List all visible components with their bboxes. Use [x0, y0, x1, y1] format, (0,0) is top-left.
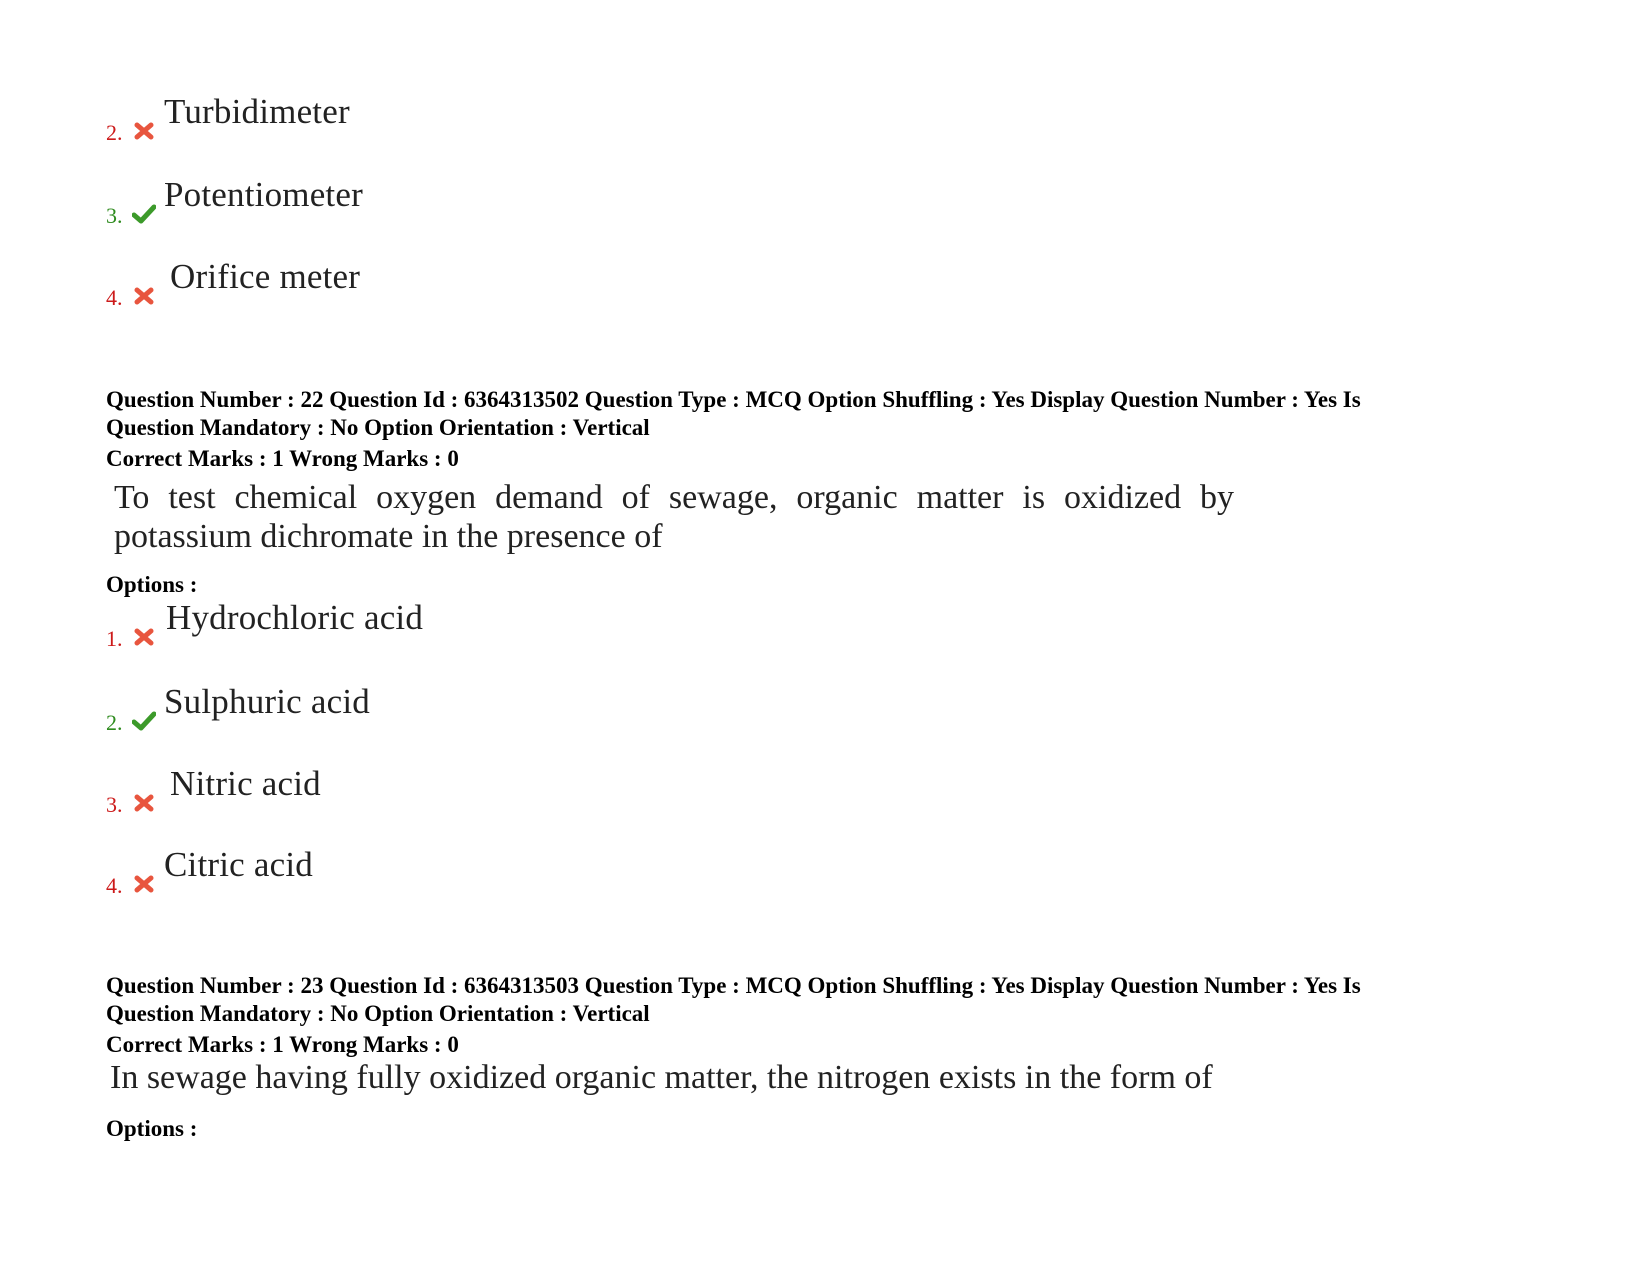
question-meta-line-1: Question Number : 23 Question Id : 6364313503 Question Type : MCQ Option Shuffling : Yes Display Question Number : Yes Is [106, 973, 1361, 998]
option-text: Nitric acid [170, 764, 321, 803]
option-text: Potentiometer [164, 175, 363, 214]
option-number: 2. [106, 120, 123, 145]
q22-option-1 [106, 598, 806, 658]
q21-option-3 [106, 175, 806, 235]
q21-option-4 [106, 257, 806, 317]
check-icon [132, 710, 156, 732]
question-stem-line-2: potassium dichromate in the presence of [114, 518, 663, 555]
cross-icon [132, 285, 156, 307]
cross-icon [132, 792, 156, 814]
q22-option-3 [106, 764, 806, 824]
option-number: 1. [106, 626, 123, 651]
check-icon [132, 203, 156, 225]
option-number: 3. [106, 792, 123, 817]
option-number: 4. [106, 285, 123, 310]
q21-option-2 [106, 92, 806, 152]
question-stem-line-1: To test chemical oxygen demand of sewage, organic matter is oxidized by [114, 479, 1234, 516]
question-stem: In sewage having fully oxidized organic matter, the nitrogen exists in the form of [110, 1059, 1213, 1096]
option-number: 3. [106, 203, 123, 228]
question-marks: Correct Marks : 1 Wrong Marks : 0 [106, 1032, 459, 1057]
question-meta-line-1: Question Number : 22 Question Id : 6364313502 Question Type : MCQ Option Shuffling : Yes Display Question Number : Yes Is [106, 387, 1361, 412]
q22-option-2 [106, 682, 806, 742]
option-text: Turbidimeter [164, 92, 350, 131]
q22-option-4 [106, 845, 806, 905]
option-text: Orifice meter [170, 257, 361, 296]
question-meta-line-2: Question Mandatory : No Option Orientation : Vertical [106, 1001, 650, 1026]
option-text: Hydrochloric acid [166, 598, 424, 637]
cross-icon [132, 626, 156, 648]
cross-icon [132, 120, 156, 142]
question-meta [106, 386, 1546, 442]
question-meta-line-2: Question Mandatory : No Option Orientation : Vertical [106, 415, 650, 440]
question-meta [106, 972, 1546, 1028]
option-text: Citric acid [164, 845, 313, 884]
options-label: Options : [106, 572, 198, 597]
question-stem [114, 478, 1234, 556]
cross-icon [132, 873, 156, 895]
question-marks: Correct Marks : 1 Wrong Marks : 0 [106, 446, 459, 471]
option-number: 2. [106, 710, 123, 735]
option-number: 4. [106, 873, 123, 898]
options-label: Options : [106, 1116, 198, 1141]
option-text: Sulphuric acid [164, 682, 370, 721]
